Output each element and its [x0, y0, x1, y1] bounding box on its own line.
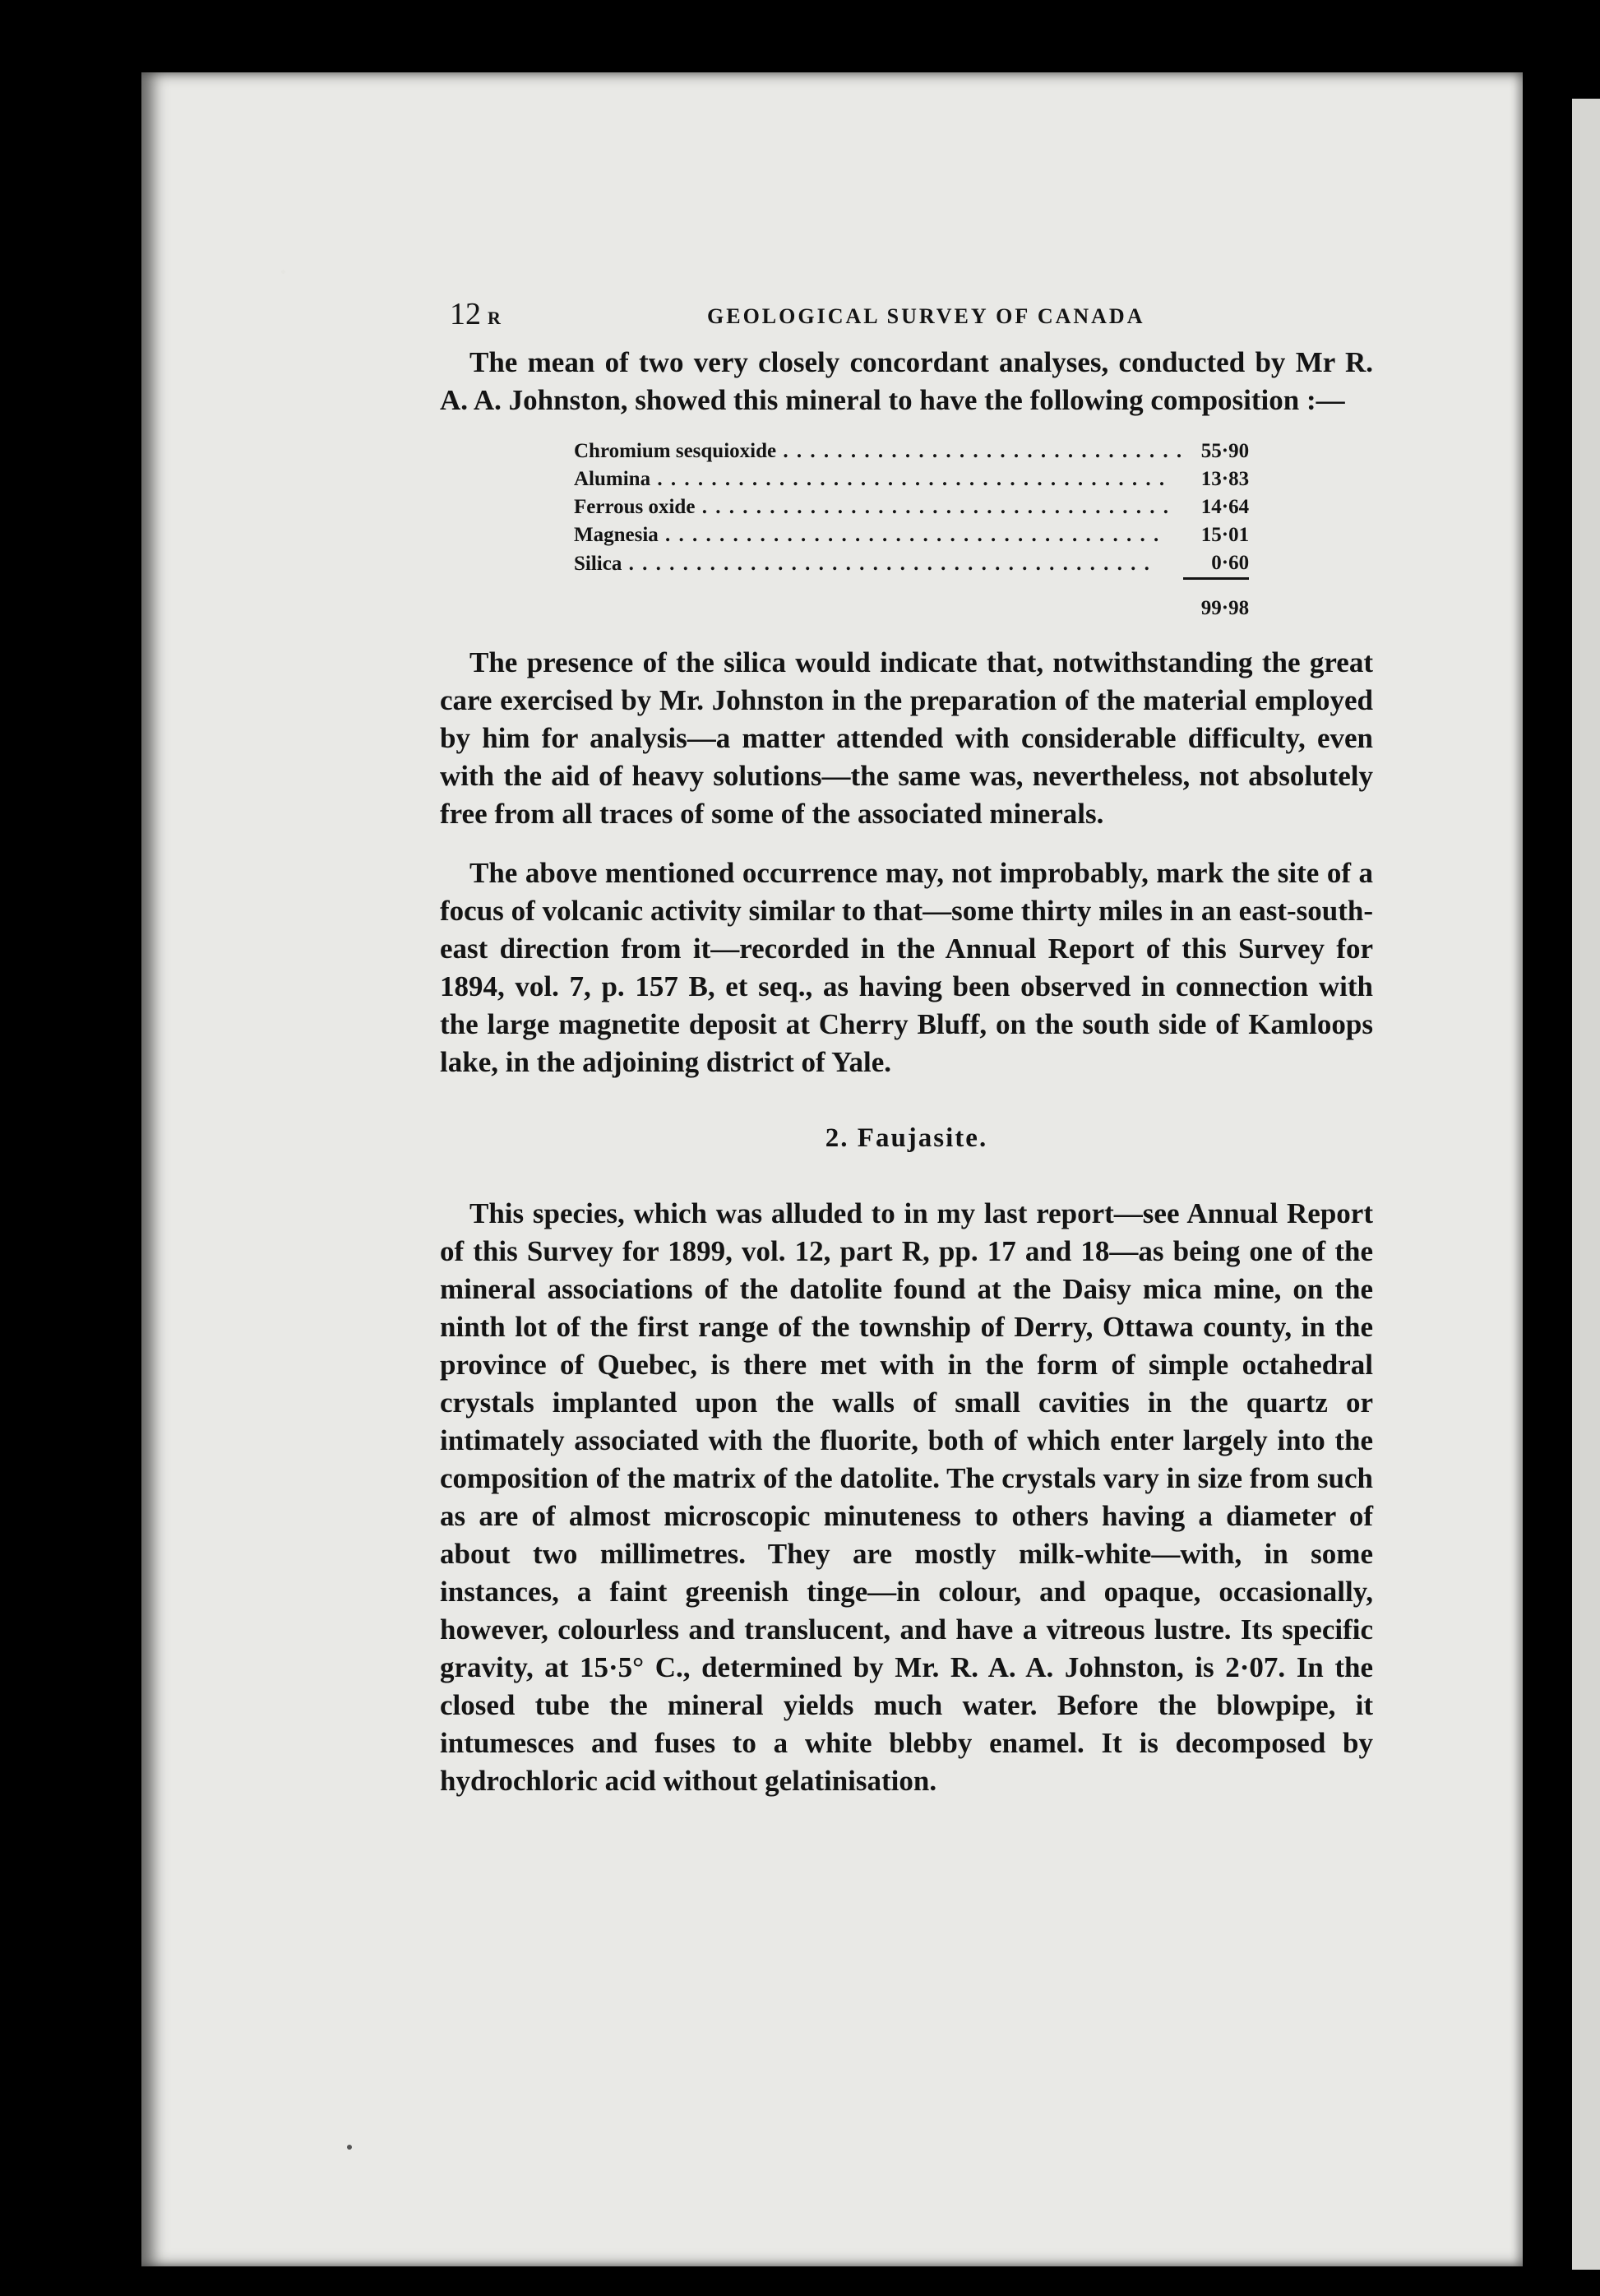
running-title: GEOLOGICAL SURVEY OF CANADA — [707, 304, 1145, 328]
table-row: Alumina . . . . . . . . . . . . . . . . . . . . . . . . . . . . . . . . . . . . . . 13·83 — [574, 465, 1249, 493]
paper-speck — [281, 270, 285, 274]
page-content — [440, 296, 1373, 1800]
table-row: Chromium sesquioxide . . . . . . . . . . . . . . . . . . . . . . . . . . . . . . 55·90 — [574, 437, 1249, 465]
running-head — [440, 296, 1373, 337]
paragraph-silica: The presence of the silica would indicate that, notwithstanding the great care exercised by Mr. Johnston in the preparation of the material employed by him for analysis—a matter attended with considerable difficulty, even with the aid of heavy solutions—the same was, nevertheless, not absolutely free from all traces of some of the associated minerals. — [440, 646, 1373, 830]
analysis-component: Chromium sesquioxide — [574, 440, 777, 462]
analysis-component: Magnesia — [574, 524, 659, 546]
analysis-value: 55·90 — [1200, 440, 1250, 462]
paper-speck — [347, 2145, 352, 2150]
paragraph-volcanic: The above mentioned occurrence may, not improbably, mark the site of a focus of volcanic activity similar to that—some thirty miles in an east-south-east direction from it—recorded in the Annual Report of this Survey for 1894, vol. 7, p. 157 B, et seq., as having been observed in connection with the large magnetite deposit at Cherry Bluff, on the south side of Kamloops lake, in the adjoining district of Yale. — [440, 857, 1373, 1078]
intro-paragraph: The mean of two very closely concordant analyses, conducted by Mr R. A. A. Johnston, showed this mineral to have the following composition :— — [440, 346, 1373, 416]
analysis-component: Ferrous oxide — [574, 496, 696, 518]
adjacent-page-edge — [1572, 99, 1600, 2270]
analysis-component: Silica — [574, 552, 622, 575]
section-heading — [440, 1119, 1373, 1157]
analysis-value: 0·60 — [1211, 552, 1250, 574]
total-row — [574, 579, 1249, 623]
section-number: 2. — [825, 1123, 849, 1153]
table-row: Ferrous oxide . . . . . . . . . . . . . . . . . . . . . . . . . . . . . . . . . . . 14·64 — [574, 493, 1249, 521]
table-row: Silica . . . . . . . . . . . . . . . . . . . . . . . . . . . . . . . . . . . . . . . 0·60 — [574, 549, 1249, 579]
paragraph-faujasite: This species, which was alluded to in my last report—see Annual Report of this Survey for 1899, vol. 12, part R, pp. 17 and 18—as being one of the mineral associations of the datolite found at the Daisy mica mine, on the ninth lot of the first range of the township of Derry, Ottawa county, in the province of Quebec, is there met with in the form of simple octahedral crystals implanted upon the walls of small cavities in the quartz or intimately associated with the fluorite, both of which enter largely into the composition of the matrix of the datolite. The crystals vary in size from such as are of almost microscopic minuteness to others having a diameter of about two millimetres. They are mostly milk-white—with, in some instances, a faint greenish tinge—in colour, and opaque, occasionally, however, colourless and translucent, and have a vitreous lustre. Its specific gravity, at 15·5° C., determined by Mr. R. A. A. Johnston, is 2·07. In the closed tube the mineral yields much water. Before the blowpipe, it intumesces and fuses to a white blebby enamel. It is decomposed by hydrochloric acid without gelatinisation. — [440, 1197, 1373, 1797]
analysis-total: 99·98 — [1183, 579, 1249, 623]
analysis-value: 14·64 — [1200, 496, 1250, 518]
analysis-table — [574, 437, 1249, 623]
analysis-component: Alumina — [574, 468, 651, 490]
section-title: Faujasite. — [857, 1123, 988, 1153]
table-row: Magnesia . . . . . . . . . . . . . . . . . . . . . . . . . . . . . . . . . . . . . 15·01 — [574, 521, 1249, 549]
page-number: 12 R — [450, 297, 501, 331]
analysis-value: 15·01 — [1200, 524, 1250, 546]
analysis-value: 13·83 — [1200, 468, 1250, 490]
page-suffix: R — [488, 308, 501, 328]
